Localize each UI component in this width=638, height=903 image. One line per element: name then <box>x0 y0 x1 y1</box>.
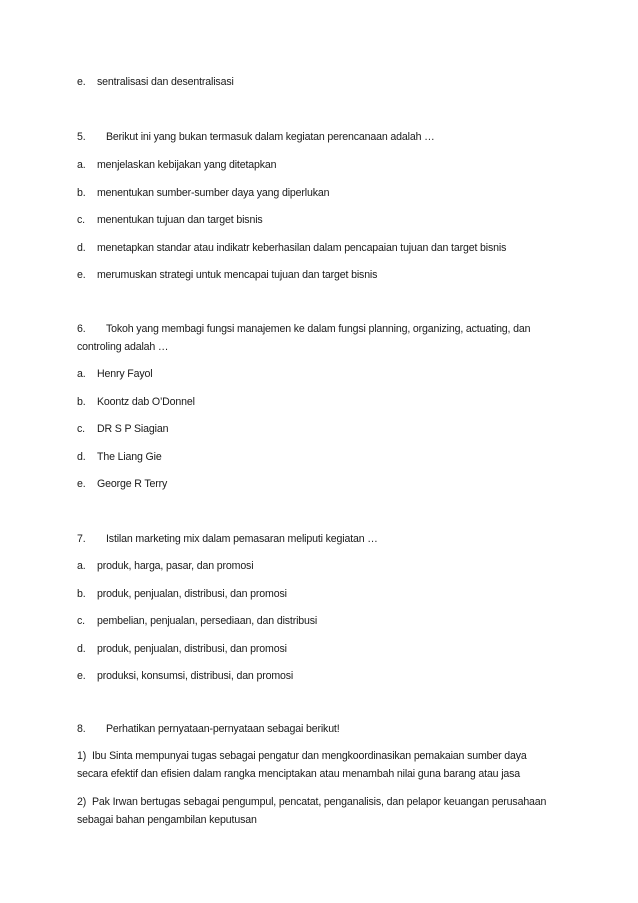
option-letter: e. <box>77 76 86 88</box>
question-number: 6. <box>77 323 86 335</box>
option-text: sentralisasi dan desentralisasi <box>97 76 234 88</box>
option-text: merumuskan strategi untuk mencapai tujuan dan target bisnis <box>97 269 378 281</box>
option-letter: c. <box>77 214 85 226</box>
option-letter: a. <box>77 560 86 572</box>
option-line <box>77 267 567 283</box>
option-text: George R Terry <box>97 478 168 490</box>
question-text: Perhatikan pernyataan-pernyataan sebagai berikut! <box>106 723 340 735</box>
option-line <box>77 185 567 201</box>
option-letter: e. <box>77 269 86 281</box>
question-line <box>77 320 557 356</box>
option-letter: b. <box>77 396 86 408</box>
question-line <box>77 721 567 737</box>
option-letter: e. <box>77 478 86 490</box>
option-letter: b. <box>77 588 86 600</box>
option-text: produksi, konsumsi, distribusi, dan promosi <box>97 670 294 682</box>
option-line <box>77 366 567 382</box>
statement-text: Ibu Sinta mempunyai tugas sebagai pengatur dan mengkoordinasikan pemakaian sumber daya secara efektif dan efisien dalam rangka menciptakan atau menambah nilai guna barang atau jasa <box>77 750 527 780</box>
option-line <box>77 212 567 228</box>
question-number: 7. <box>77 533 86 545</box>
option-letter: a. <box>77 368 86 380</box>
option-letter: a. <box>77 159 86 171</box>
option-text: produk, harga, pasar, dan promosi <box>97 560 254 572</box>
option-line <box>77 394 567 410</box>
option-text: menetapkan standar atau indikatr keberhasilan dalam pencapaian tujuan dan target bisnis <box>97 242 507 254</box>
option-letter: c. <box>77 423 85 435</box>
question-text: Istilan marketing mix dalam pemasaran meliputi kegiatan … <box>106 533 378 545</box>
option-letter: c. <box>77 615 85 627</box>
option-text: menentukan sumber-sumber daya yang diperlukan <box>97 187 330 199</box>
option-letter: b. <box>77 187 86 199</box>
option-letter: d. <box>77 242 86 254</box>
option-line <box>77 240 567 256</box>
statement-number: 2) <box>77 796 87 808</box>
option-line <box>77 421 567 437</box>
option-text: Koontz dab O’Donnel <box>97 396 195 408</box>
option-text: menentukan tujuan dan target bisnis <box>97 214 263 226</box>
option-text: menjelaskan kebijakan yang ditetapkan <box>97 159 277 171</box>
option-line <box>77 476 567 492</box>
option-letter: d. <box>77 451 86 463</box>
option-line <box>77 613 567 629</box>
question-text: Tokoh yang membagi fungsi manajemen ke dalam fungsi planning, organizing, actuating, dan controling adalah … <box>77 323 531 353</box>
option-line <box>77 558 567 574</box>
option-line <box>77 641 567 657</box>
option-line <box>77 449 567 465</box>
option-line <box>77 74 567 90</box>
option-line <box>77 586 567 602</box>
option-letter: e. <box>77 670 86 682</box>
option-letter: d. <box>77 643 86 655</box>
statement-line <box>77 793 557 829</box>
statement-number: 1) <box>77 750 87 762</box>
statement-text: Pak Irwan bertugas sebagai pengumpul, pencatat, penganalisis, dan pelapor keuangan perusahaan sebagai bahan pengambilan keputusan <box>77 796 547 826</box>
statement-line <box>77 747 557 783</box>
option-text: produk, penjualan, distribusi, dan promosi <box>97 588 287 600</box>
option-line <box>77 668 567 684</box>
option-text: DR S P Siagian <box>97 423 169 435</box>
question-text: Berikut ini yang bukan termasuk dalam kegiatan perencanaan adalah … <box>106 131 435 143</box>
question-line <box>77 531 567 547</box>
option-text: The Liang Gie <box>97 451 162 463</box>
option-text: pembelian, penjualan, persediaan, dan distribusi <box>97 615 318 627</box>
option-text: produk, penjualan, distribusi, dan promosi <box>97 643 287 655</box>
question-number: 8. <box>77 723 86 735</box>
question-line <box>77 129 567 145</box>
question-number: 5. <box>77 131 86 143</box>
option-text: Henry Fayol <box>97 368 153 380</box>
option-line <box>77 157 567 173</box>
